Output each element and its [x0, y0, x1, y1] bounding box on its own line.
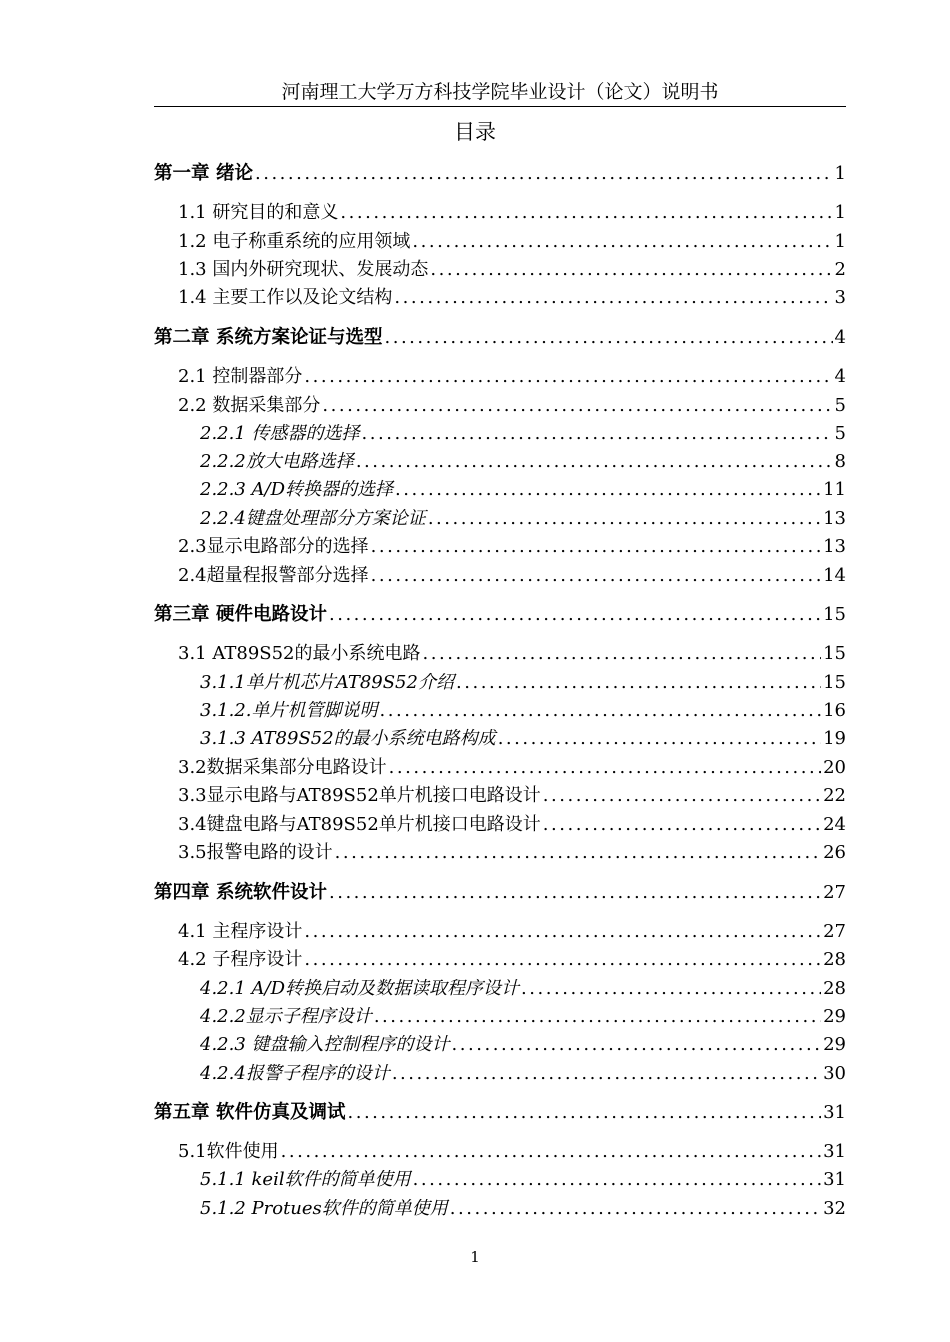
- toc-section-entry[interactable]: [154, 390, 846, 418]
- toc-dot-leader: [356, 450, 833, 474]
- toc-dot-leader: [423, 642, 822, 666]
- toc-dot-leader: [340, 201, 832, 225]
- toc-entry-label: 4.2.3 键盘输入控制程序的设计: [200, 1034, 450, 1055]
- toc-entry-page: 24: [823, 814, 846, 835]
- toc-entry-page: 15: [823, 604, 846, 625]
- toc-entry-page: 8: [834, 451, 846, 472]
- toc-entry-page: 13: [823, 536, 846, 557]
- toc-dot-leader: [395, 478, 821, 502]
- toc-entry-page: 30: [823, 1063, 846, 1084]
- toc-entry-page: 29: [823, 1006, 846, 1027]
- toc-entry-page: 31: [823, 1169, 846, 1190]
- toc-dot-leader: [304, 948, 821, 972]
- toc-entry-label: 第一章 绪论: [154, 163, 253, 184]
- toc-dot-leader: [521, 977, 821, 1001]
- toc-entry-label: 5.1.2 Protues软件的简单使用: [200, 1198, 448, 1219]
- toc-entry-page: 26: [823, 842, 846, 863]
- toc-dot-leader: [456, 671, 821, 695]
- toc-entry-page: 1: [834, 231, 846, 252]
- toc-section-entry[interactable]: [154, 916, 846, 944]
- toc-entry-page: 15: [823, 672, 846, 693]
- toc-section-entry[interactable]: [154, 531, 846, 559]
- toc-dot-leader: [329, 603, 821, 627]
- toc-dot-leader: [374, 1005, 821, 1029]
- toc-dot-leader: [428, 507, 821, 531]
- toc-section-entry[interactable]: [154, 282, 846, 310]
- toc-section-entry[interactable]: [154, 1001, 846, 1029]
- toc-entry-label: 5.1软件使用: [178, 1141, 279, 1162]
- toc-dot-leader: [384, 326, 832, 350]
- toc-dot-leader: [452, 1033, 822, 1057]
- toc-section-entry[interactable]: [154, 226, 846, 254]
- toc-section-entry[interactable]: [154, 474, 846, 502]
- toc-entry-label: 第四章 系统软件设计: [154, 882, 327, 903]
- toc-entry-label: 3.1.3 AT89S52的最小系统电路构成: [200, 728, 496, 749]
- toc-entry-label: 2.1 控制器部分: [178, 366, 303, 387]
- toc-dot-leader: [498, 727, 821, 751]
- toc-dot-leader: [430, 258, 832, 282]
- toc-section-entry[interactable]: [154, 837, 846, 865]
- toc-entry-page: 19: [823, 728, 846, 749]
- toc-entry-page: 32: [823, 1198, 846, 1219]
- toc-dot-leader: [389, 756, 821, 780]
- toc-entry-label: 2.2 数据采集部分: [178, 395, 321, 416]
- toc-section-entry[interactable]: [154, 780, 846, 808]
- toc-entry-label: 2.2.4键盘处理部分方案论证: [200, 508, 426, 529]
- toc-dot-leader: [362, 422, 833, 446]
- toc-dot-leader: [450, 1197, 821, 1221]
- toc-dot-leader: [371, 564, 821, 588]
- toc-entry-label: 2.3显示电路部分的选择: [178, 536, 369, 557]
- toc-dot-leader: [255, 162, 833, 186]
- toc-entry-label: 5.1.1 keil软件的简单使用: [200, 1169, 411, 1190]
- toc-dot-leader: [413, 1168, 821, 1192]
- toc-entry-page: 1: [834, 163, 846, 184]
- toc-entry-label: 1.3 国内外研究现状、发展动态: [178, 259, 429, 280]
- toc-section-entry[interactable]: [154, 1029, 846, 1057]
- toc-chapter-entry[interactable]: [154, 599, 846, 627]
- toc-entry-page: 16: [823, 700, 846, 721]
- toc-entry-page: 22: [823, 785, 846, 806]
- toc-entry-page: 28: [823, 978, 846, 999]
- toc-entry-label: 3.1 AT89S52的最小系统电路: [178, 643, 421, 664]
- toc-section-entry[interactable]: [154, 944, 846, 972]
- toc-entry-label: 4.2.1 A/D转换启动及数据读取程序设计: [200, 978, 520, 999]
- toc-entry-page: 20: [823, 757, 846, 778]
- toc-entry-label: 第五章 软件仿真及调试: [154, 1102, 346, 1123]
- toc-section-entry[interactable]: [154, 254, 846, 282]
- toc-dot-leader: [347, 1101, 821, 1125]
- toc-entry-label: 3.1.1单片机芯片AT89S52介绍: [200, 672, 454, 693]
- toc-entry-page: 14: [823, 565, 846, 586]
- toc-chapter-entry[interactable]: [154, 158, 846, 186]
- toc-entry-page: 1: [834, 202, 846, 223]
- toc-section-entry[interactable]: [154, 752, 846, 780]
- toc-entry-label: 3.2数据采集部分电路设计: [178, 757, 387, 778]
- toc-section-entry[interactable]: [154, 1193, 846, 1221]
- toc-dot-leader: [412, 230, 832, 254]
- toc-section-entry[interactable]: [154, 1136, 846, 1164]
- toc-section-entry[interactable]: [154, 638, 846, 666]
- toc-entry-label: 3.5报警电路的设计: [178, 842, 333, 863]
- toc-entry-page: 4: [834, 327, 846, 348]
- toc-chapter-entry[interactable]: [154, 322, 846, 350]
- toc-entry-page: 13: [823, 508, 846, 529]
- page-header: 河南理工大学万方科技学院毕业设计（论文）说明书: [154, 80, 846, 107]
- toc-entry-label: 1.4 主要工作以及论文结构: [178, 287, 393, 308]
- toc-entry-label: 1.2 电子称重系统的应用领域: [178, 231, 411, 252]
- toc-entry-label: 4.2.4报警子程序的设计: [200, 1063, 390, 1084]
- toc-section-entry[interactable]: [154, 197, 846, 225]
- toc-title: 目录: [454, 120, 496, 144]
- toc-entry-label: 第二章 系统方案论证与选型: [154, 327, 383, 348]
- toc-entry-page: 5: [834, 395, 846, 416]
- toc-dot-leader: [543, 813, 821, 837]
- toc-section-entry[interactable]: [154, 695, 846, 723]
- toc-dot-leader: [335, 841, 821, 865]
- toc-entry-page: 31: [823, 1102, 846, 1123]
- toc-entry-page: 11: [823, 479, 846, 500]
- toc-section-entry[interactable]: [154, 667, 846, 695]
- toc-entry-page: 15: [823, 643, 846, 664]
- toc-entry-label: 4.1 主程序设计: [178, 921, 303, 942]
- page-number: 1: [470, 1248, 480, 1266]
- toc-dot-leader: [322, 394, 832, 418]
- toc-section-entry[interactable]: [154, 809, 846, 837]
- toc-entry-label: 3.1.2.单片机管脚说明: [200, 700, 378, 721]
- toc-entry-page: 31: [823, 1141, 846, 1162]
- toc-entry-label: 4.2.2显示子程序设计: [200, 1006, 372, 1027]
- toc-dot-leader: [329, 881, 821, 905]
- toc-entry-page: 2: [834, 259, 846, 280]
- toc-dot-leader: [380, 699, 822, 723]
- toc-dot-leader: [371, 535, 821, 559]
- toc-dot-leader: [304, 920, 821, 944]
- toc-entry-label: 1.1 研究目的和意义: [178, 202, 339, 223]
- toc-section-entry[interactable]: [154, 1058, 846, 1086]
- toc-entry-label: 第三章 硬件电路设计: [154, 604, 327, 625]
- toc-entry-page: 4: [834, 366, 846, 387]
- toc-section-entry[interactable]: [154, 503, 846, 531]
- toc-entry-page: 27: [823, 882, 846, 903]
- toc-section-entry[interactable]: [154, 723, 846, 751]
- toc-entry-page: 29: [823, 1034, 846, 1055]
- toc-dot-leader: [394, 286, 832, 310]
- toc-entry-label: 4.2 子程序设计: [178, 949, 303, 970]
- toc-section-entry[interactable]: [154, 418, 846, 446]
- toc-entry-page: 28: [823, 949, 846, 970]
- toc-entry-label: 2.2.3 A/D转换器的选择: [200, 479, 394, 500]
- toc-dot-leader: [281, 1140, 821, 1164]
- toc-entry-page: 3: [834, 287, 846, 308]
- toc-entry-label: 3.3显示电路与AT89S52单片机接口电路设计: [178, 785, 541, 806]
- toc-dot-leader: [304, 365, 832, 389]
- toc-chapter-entry[interactable]: [154, 1097, 846, 1125]
- toc-entry-label: 2.2.2放大电路选择: [200, 451, 354, 472]
- toc-section-entry[interactable]: [154, 361, 846, 389]
- toc-entry-page: 5: [834, 423, 846, 444]
- toc-entry-label: 3.4键盘电路与AT89S52单片机接口电路设计: [178, 814, 541, 835]
- toc-section-entry[interactable]: [154, 446, 846, 474]
- toc-dot-leader: [543, 784, 821, 808]
- toc-section-entry[interactable]: [154, 1164, 846, 1192]
- toc-section-entry[interactable]: [154, 973, 846, 1001]
- toc-entry-label: 2.2.1 传感器的选择: [200, 423, 360, 444]
- toc-entry-page: 27: [823, 921, 846, 942]
- toc-dot-leader: [392, 1062, 821, 1086]
- toc-chapter-entry[interactable]: [154, 877, 846, 905]
- toc-entry-label: 2.4超量程报警部分选择: [178, 565, 369, 586]
- toc-section-entry[interactable]: [154, 560, 846, 588]
